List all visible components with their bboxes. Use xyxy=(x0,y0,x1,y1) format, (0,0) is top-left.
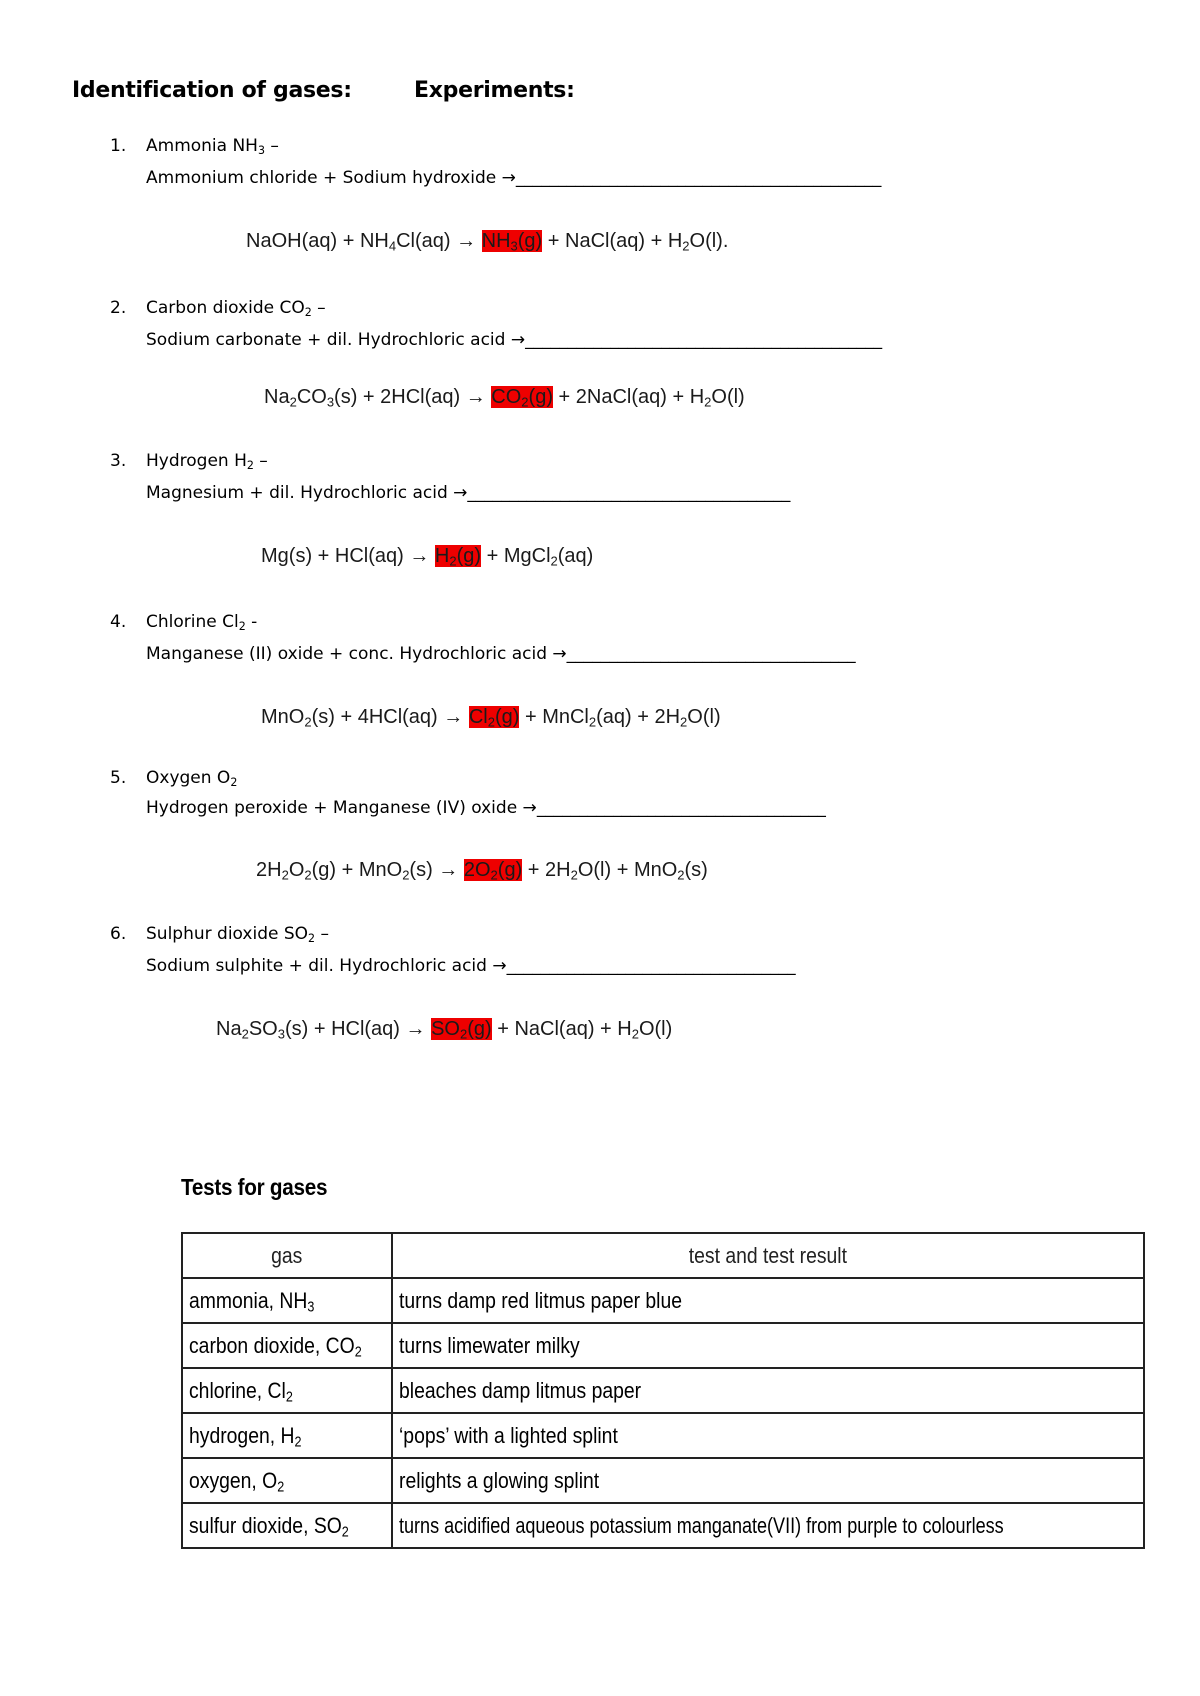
gas-cell: oxygen, $O_2$ xyxy=(182,1458,392,1503)
gas-name: Sulphur dioxide $SO_2$ – xyxy=(146,924,329,945)
chemical-equation: $Na_2CO_3(s) + 2HCl(aq) \to CO_2(g)$ + 2NaCl(aq) + $H_2O(l)$ xyxy=(264,386,745,410)
reactants-line: Ammonium chloride + Sodium hydroxide →___________________________________________ xyxy=(146,168,882,188)
reactants-line: Hydrogen peroxide + Manganese (IV) oxide →__________________________________ xyxy=(146,798,826,818)
item-number: 5. xyxy=(110,768,127,788)
gas-name: Carbon dioxide $CO_2$ – xyxy=(146,298,326,319)
gas-cell: ammonia, $NH_3$ xyxy=(182,1278,392,1323)
gas-product-highlight: $H_2(g)$ xyxy=(434,545,482,569)
gas-cell: hydrogen, $H_2$ xyxy=(182,1413,392,1458)
chemical-equation: $2H_2O_2(g) + MnO_2(s) \to 2O_2(g) + 2H_2O(l) + MnO_2(s)$ xyxy=(256,859,708,883)
reactants-line: Sodium sulphite + dil. Hydrochloric acid →__________________________________ xyxy=(146,956,796,976)
gas-cell: sulfur dioxide, $SO_2$ xyxy=(182,1503,392,1548)
gas-name: Hydrogen $H_2$ – xyxy=(146,451,268,472)
chemical-equation: $MnO_2(s) + 4HCl(aq) \to Cl_2(g)$ + MnCl$_2$(aq) + $2H_2O(l)$ xyxy=(261,706,721,730)
result-cell: turns limewater milky xyxy=(392,1323,1143,1368)
reactants-line: Magnesium + dil. Hydrochloric acid →______________________________________ xyxy=(146,483,791,503)
chemical-equation: $Na_2SO_3(s) + HCl(aq) \to SO_2(g)$ + NaCl(aq) + $H_2O(l)$ xyxy=(216,1018,673,1042)
reactants-line: Manganese (II) oxide + conc. Hydrochloric acid →__________________________________ xyxy=(146,644,856,664)
table-row xyxy=(182,1458,1144,1503)
table-row xyxy=(182,1413,1144,1458)
gas-cell: chlorine, $Cl_2$ xyxy=(182,1368,392,1413)
gas-product-highlight: $NH_3(g)$ xyxy=(481,230,543,254)
gas-cell: carbon dioxide, $CO_2$ xyxy=(182,1323,392,1368)
tests-table xyxy=(181,1232,1145,1549)
gas-name: Chlorine $Cl_2$ - xyxy=(146,612,258,633)
header-test-result: test and test result xyxy=(392,1233,1143,1278)
item-number: 2. xyxy=(110,298,127,318)
gas-product-highlight: $2O_2(g)$ xyxy=(463,859,523,883)
table-header-row xyxy=(182,1233,1144,1278)
item-number: 3. xyxy=(110,451,127,471)
result-cell: ‘pops’ with a lighted splint xyxy=(392,1413,1143,1458)
chemical-equation: NaOH(aq) + $NH_4Cl(aq) \to NH_3(g)$ + NaCl(aq) + $H_2O(l)$. xyxy=(246,230,729,254)
gas-name: Oxygen $O_2$ xyxy=(146,768,238,789)
table-row xyxy=(182,1368,1144,1413)
header-gas: gas xyxy=(182,1233,392,1278)
table-row xyxy=(182,1323,1144,1368)
result-cell: relights a glowing splint xyxy=(392,1458,1143,1503)
item-number: 6. xyxy=(110,924,127,944)
table-row xyxy=(182,1503,1144,1548)
tests-title: Tests for gases xyxy=(181,1174,328,1200)
item-number: 1. xyxy=(110,136,127,156)
gas-product-highlight: $CO_2(g)$ xyxy=(491,386,553,410)
gas-product-highlight: $SO_2(g)$ xyxy=(431,1018,492,1042)
reactants-line: Sodium carbonate + dil. Hydrochloric acid →__________________________________________ xyxy=(146,330,883,350)
table-row xyxy=(182,1278,1144,1323)
gas-product-highlight: $Cl_2(g)$ xyxy=(468,706,520,730)
item-number: 4. xyxy=(110,612,127,632)
heading-identification: Identification of gases: xyxy=(72,78,352,103)
heading-experiments: Experiments: xyxy=(414,78,575,103)
result-cell: turns acidified aqueous potassium manganate(VII) from purple to colourless xyxy=(392,1503,1143,1548)
chemical-equation: $Mg(s) + HCl(aq) \to H_2(g)$ + MgCl$_2$(aq) xyxy=(261,545,594,569)
result-cell: turns damp red litmus paper blue xyxy=(392,1278,1143,1323)
result-cell: bleaches damp litmus paper xyxy=(392,1368,1143,1413)
gas-name: Ammonia $NH_3$ – xyxy=(146,136,279,157)
